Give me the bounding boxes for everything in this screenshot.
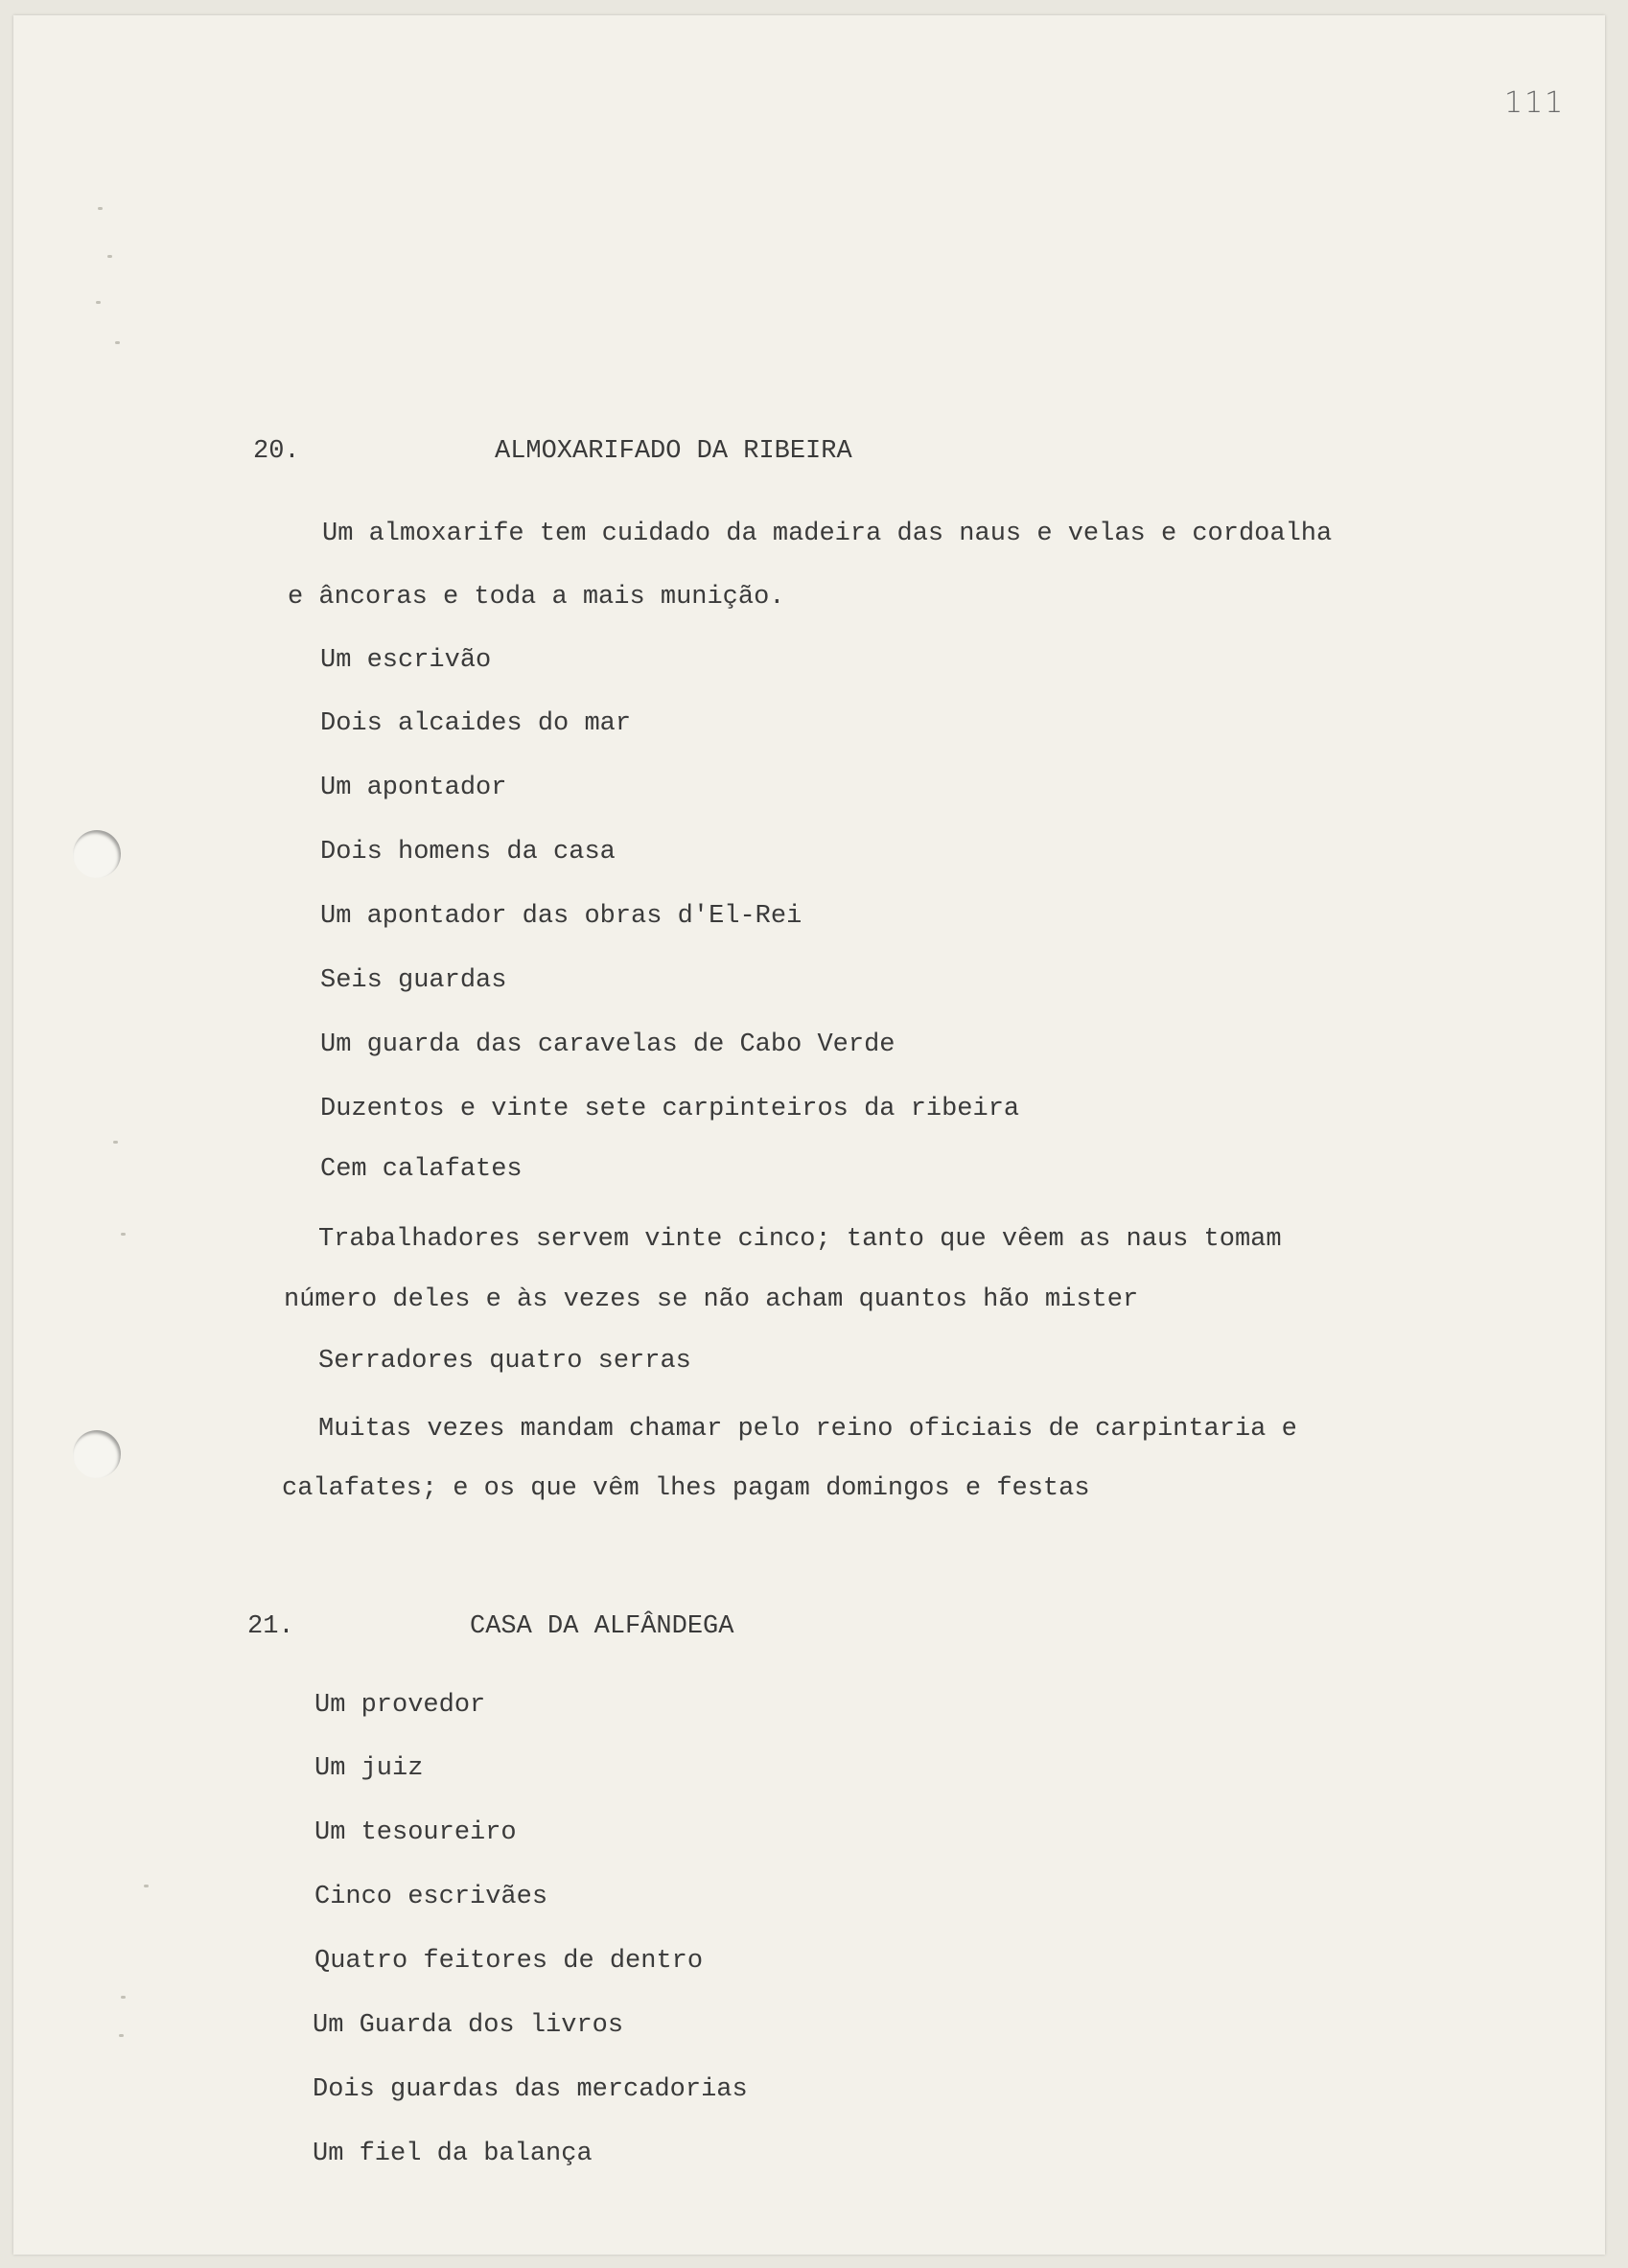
punch-hole-top bbox=[73, 830, 121, 878]
paper-speck bbox=[115, 341, 120, 344]
paper-speck bbox=[121, 1233, 126, 1236]
text-line: Serradores quatro serras bbox=[318, 1347, 691, 1376]
section-number: 21. bbox=[247, 1612, 294, 1641]
text-line: Um apontador das obras d'El-Rei bbox=[320, 902, 802, 931]
paper-speck bbox=[107, 255, 112, 258]
text-line: Dois homens da casa bbox=[320, 838, 616, 867]
paper-speck bbox=[96, 301, 101, 304]
text-line: Cem calafates bbox=[320, 1155, 523, 1184]
text-line: Cinco escrivães bbox=[314, 1883, 548, 1911]
text-line: Dois guardas das mercadorias bbox=[313, 2075, 748, 2104]
text-line: Muitas vezes mandam chamar pelo reino oficiais de carpintaria e bbox=[318, 1415, 1297, 1444]
paper-speck bbox=[144, 1885, 149, 1887]
paper-speck bbox=[121, 1996, 126, 1999]
text-line: Um tesoureiro bbox=[314, 1818, 517, 1847]
punch-hole-bottom bbox=[73, 1430, 121, 1478]
text-line: Um fiel da balança bbox=[313, 2140, 593, 2168]
text-line: Um apontador bbox=[320, 774, 507, 802]
text-line: Dois alcaides do mar bbox=[320, 709, 632, 738]
section-number: 20. bbox=[253, 437, 300, 466]
text-line: Um escrivão bbox=[320, 646, 492, 675]
text-line: Um guarda das caravelas de Cabo Verde bbox=[320, 1030, 895, 1059]
text-line: Um almoxarife tem cuidado da madeira das naus e velas e cordoalha bbox=[322, 520, 1333, 548]
text-line: Um juiz bbox=[314, 1754, 424, 1783]
text-line: número deles e às vezes se não acham quantos hão mister bbox=[284, 1285, 1139, 1314]
text-line: Trabalhadores servem vinte cinco; tanto que vêem as naus tomam bbox=[318, 1225, 1282, 1254]
paper-speck bbox=[98, 207, 103, 210]
page-number: 111 bbox=[1504, 86, 1566, 120]
text-line: calafates; e os que vêm lhes pagam domingos e festas bbox=[282, 1474, 1090, 1503]
section-title: CASA DA ALFÂNDEGA bbox=[470, 1612, 734, 1641]
text-line: Quatro feitores de dentro bbox=[314, 1947, 704, 1976]
text-line: Duzentos e vinte sete carpinteiros da ribeira bbox=[320, 1095, 1020, 1123]
section-title: ALMOXARIFADO DA RIBEIRA bbox=[495, 437, 852, 466]
paper-speck bbox=[113, 1141, 118, 1144]
text-line: Um Guarda dos livros bbox=[313, 2011, 624, 2040]
text-line: Seis guardas bbox=[320, 966, 507, 995]
document-page bbox=[13, 15, 1605, 2255]
text-line: Um provedor bbox=[314, 1691, 486, 1720]
paper-speck bbox=[119, 2034, 124, 2037]
text-line: e âncoras e toda a mais munição. bbox=[288, 583, 785, 612]
